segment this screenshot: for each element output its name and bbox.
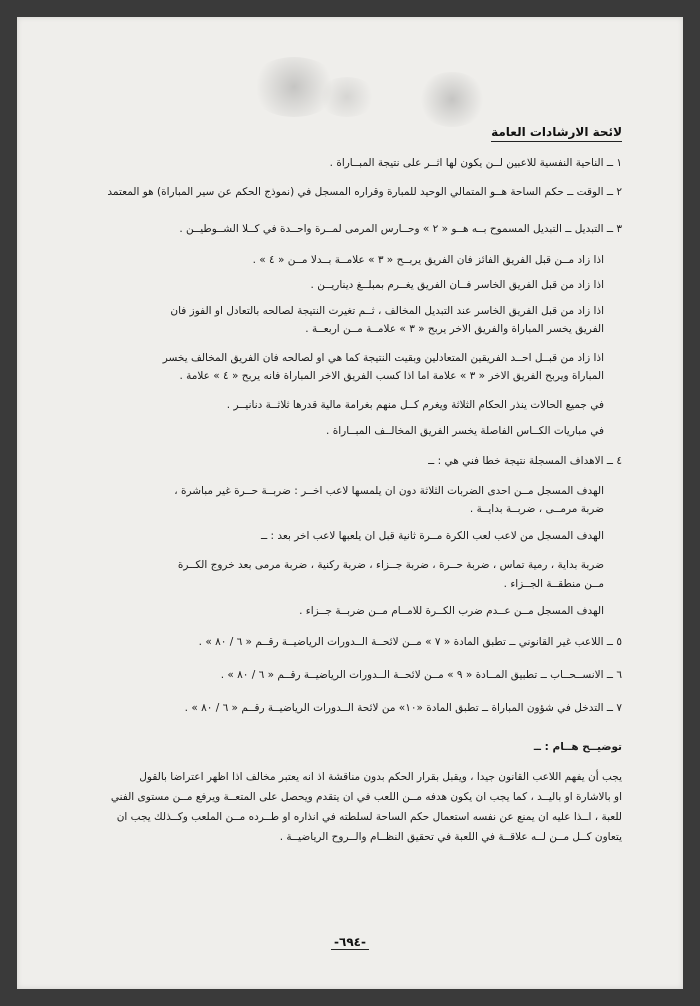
- text-line: مــن منطقــة الجــزاء .: [503, 578, 604, 590]
- text-line: ٦ ــ الانســحــاب ــ تطبيق المــادة « ٩ » مــن لائحــة الــدورات الرياضيــة رقــم « ٦ / ٨٠ » .: [220, 669, 622, 681]
- text-line: الهدف المسجل مــن احدى الضربات الثلاثة دون ان يلمسها لاعب اخــر : ضربــة حــرة غير مباشرة ،: [174, 485, 604, 497]
- text-line: او بالاشارة او باليــد ، كما يجب ان يكون هدفه مــن اللعب في ان يتقدم ويحصل على المتعــة ويرفع مــن مستوى الفني: [110, 791, 622, 803]
- text-line: في مباريات الكــاس الفاصلة يخسر الفريق المخالــف المبــاراة .: [326, 425, 604, 437]
- text-line: الهدف المسجل مــن عــدم ضرب الكــرة للامــام مــن ضربــة جــزاء .: [299, 605, 604, 617]
- text-line: الهدف المسجل من لاعب لعب الكرة مــرة ثانية قبل ان يلعبها لاعب اخر بعد : ــ: [261, 530, 604, 542]
- text-line: يجب أن يفهم اللاعب القانون جيدا ، ويقبل بقرار الحكم بدون مناقشة اذ انه يعتبر مخالف اذا اظهر اعتراضا بالقول: [139, 771, 622, 783]
- text-line: ٤ ــ الاهداف المسجلة نتيجة خطا فني هي : ــ: [428, 455, 622, 467]
- text-line: اذا زاد مــن قبل الفريق الفائز فان الفريق يربــح « ٣ » علامــة بــدلا مــن « ٤ » .: [252, 254, 604, 266]
- text-line: ضربة بداية ، رمية تماس ، ضربة حــرة ، ضربة جــزاء ، ضربة ركنية ، ضربة مرمى بعد خروج الكــرة: [177, 559, 604, 571]
- document-title: لائحة الارشادات العامة: [491, 125, 622, 142]
- text-line: ٣ ــ التبديل ــ التبديل المسموح بــه هــو « ٢ » وحــارس المرمى لمــرة واحــدة في كــلا الشــوطيــن .: [179, 223, 622, 235]
- text-line: يتعاون كــل مــن لــه علاقــة في اللعبة في تحقيق النظــام والــروح الرياضيــة .: [279, 831, 622, 843]
- text-line: ٧ ــ التدخل في شؤون المباراة ــ تطبق المادة «١٠» من لائحة الــدورات الرياضيــة رقــم « ٦ / ٨٠ » .: [184, 702, 622, 714]
- text-line: المباراة ويربح الفريق الاخر « ٣ » علامة اما اذا كسب الفريق الاخر المباراة فانه يربح « ٤ » علامة .: [179, 370, 604, 382]
- text-line: ٥ ــ اللاعب غير القانوني ــ تطبق المادة « ٧ » مــن لائحــة الــدورات الرياضيــة رقــم « ٦ / ٨٠ » .: [198, 636, 622, 648]
- text-line: ١ ــ الناحية النفسية للاعبين لــن يكون لها اثــر على نتيجة المبــاراة .: [329, 157, 622, 169]
- page-number: [0, 935, 700, 949]
- text-line: للعبة ، اــذا عليه ان يمنع عن نفسه استعمال حكم الساحة لسلطته في انذاره او طــرده مــن الملعب وكــذلك يجب ان: [116, 811, 622, 823]
- text-line: ضربة مرمــى ، ضربــة بدايــة .: [469, 503, 604, 515]
- text-line: اذا زاد من قبل الفريق الخاسر فــان الفريق يغــرم بمبلــغ ديناريــن .: [310, 279, 604, 291]
- text-line: في جميع الحالات ينذر الحكام الثلاثة ويغرم كــل منهم بغرامة مالية قدرها ثلاثــة دنانيــر .: [226, 399, 604, 411]
- text-line: الفريق يخسر المباراة والفريق الاخر يربح « ٣ » علامــة مــن اربعــة .: [305, 323, 604, 335]
- section-heading: توضيــح هــام : ــ: [533, 741, 622, 753]
- text-line: اذا زاد من قبل الفريق الخاسر عند التبديل المخالف ، ثــم تغيرت النتيجة لصالحه بالتعادل او الفوز فان: [170, 305, 604, 317]
- page-number-text: -٦٩٤-: [331, 935, 369, 950]
- text-line: اذا زاد من قبــل احــد الفريقين المتعادلين وبقيت النتيجة كما هي او لصالحه فان الفريق المخالف يخسر: [162, 352, 604, 364]
- text-line: ٢ ــ الوقت ــ حكم الساحة هــو المتمالي الوحيد للمبارة وقراره المسجل في (نموذج الحكم عن سير المباراة) هو المعتمد: [107, 186, 622, 198]
